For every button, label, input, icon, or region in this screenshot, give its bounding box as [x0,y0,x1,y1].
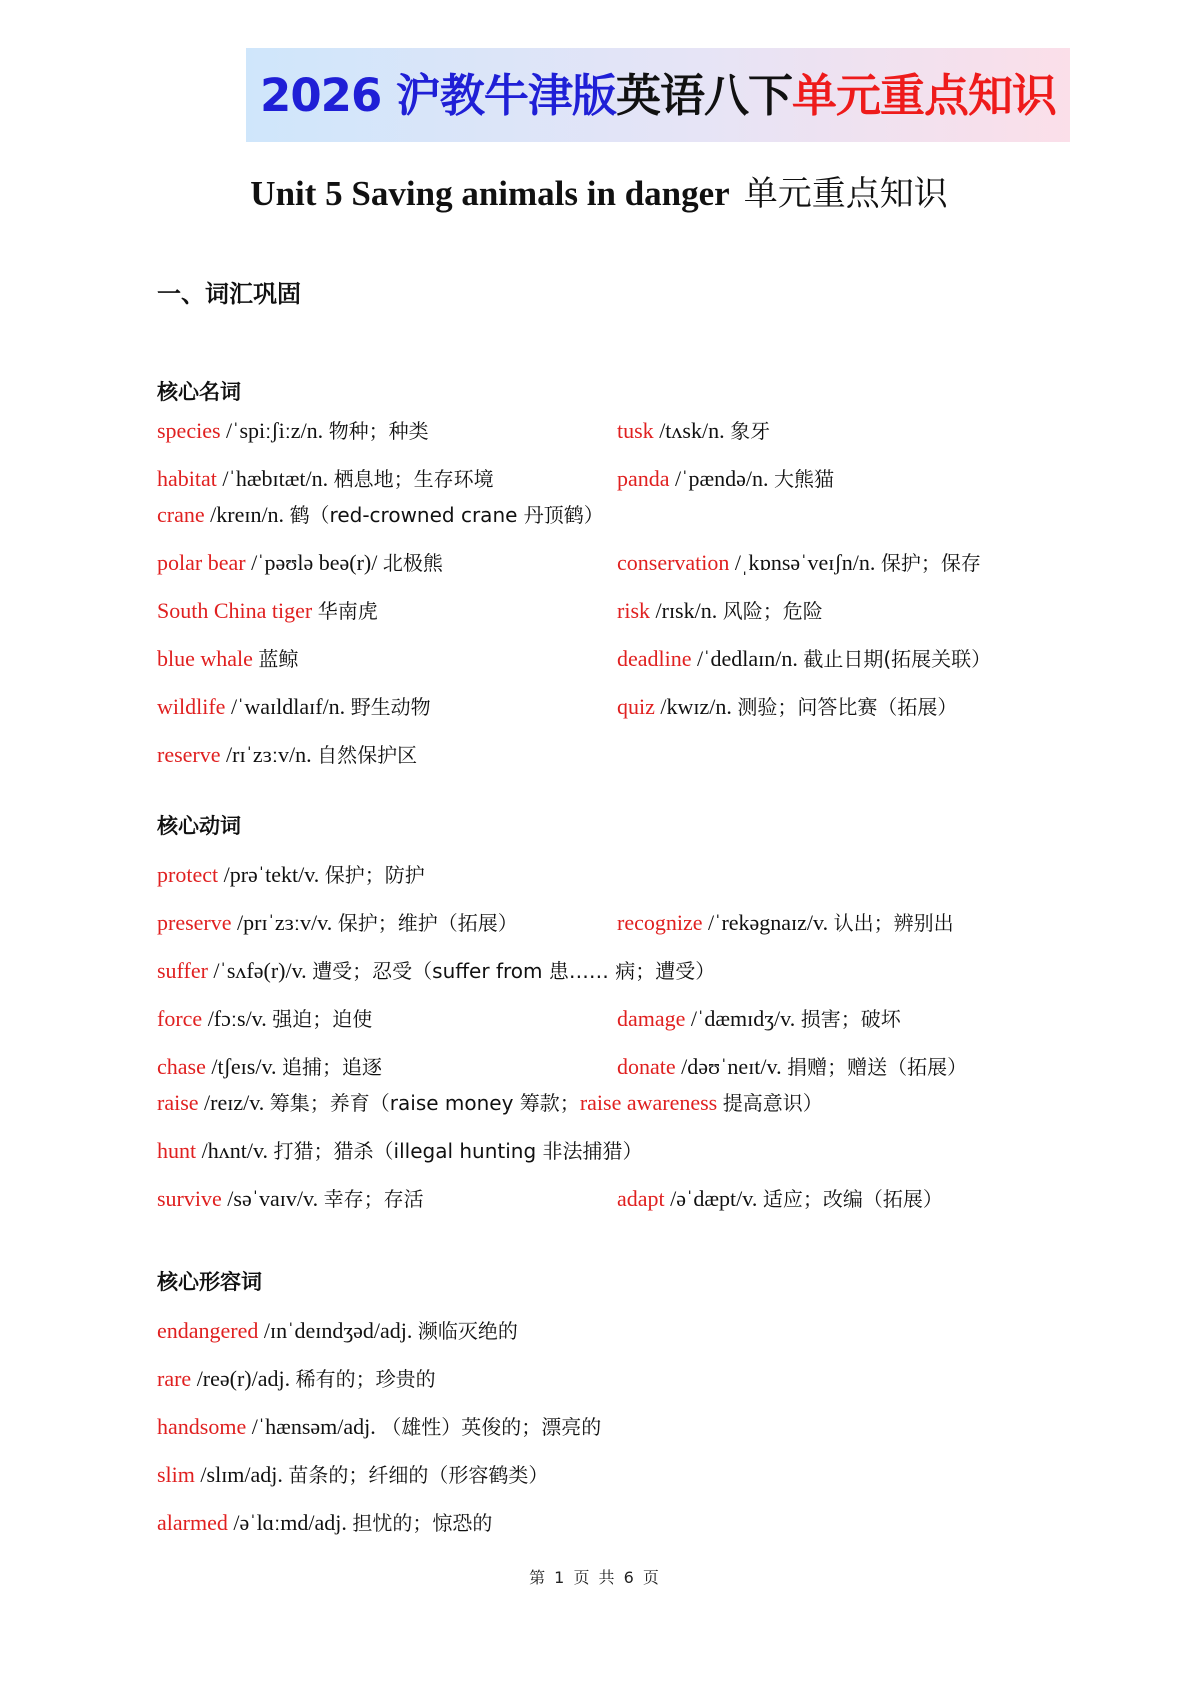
vocab-row [157,643,1057,675]
vocab-entry-left: polar bear /ˈpəʊlə beə(r)/ 北极熊 [157,550,443,575]
vocab-meaning: 华南虎 [317,599,378,623]
vocab-meaning: 遭受；忍受（suffer from 患…… 病；遭受） [312,959,716,983]
vocab-entry-left: slim /slɪm/adj. 苗条的；纤细的（形容鹤类） [157,1462,549,1487]
vocab-meaning: 认出；辨别出 [833,911,954,935]
vocab-word: chase [157,1054,206,1079]
vocab-word: adapt [617,1186,665,1211]
vocab-word: wildlife [157,694,226,719]
vocab-word: South China tiger [157,598,313,623]
banner-edition: 2026 沪教牛津版 [260,68,616,122]
verbs-heading: 核心动词 [157,814,241,838]
page-title-en: Unit 5 Saving animals in danger [250,174,730,213]
vocab-word: tusk [617,418,654,443]
vocab-entry-left: habitat /ˈhæbɪtæt/n. 栖息地；生存环境 [157,466,494,491]
vocab-entry-right: panda /ˈpændə/n. 大熊猫 [617,466,835,491]
vocab-meaning: 野生动物 [350,695,431,719]
vocab-word: preserve [157,910,232,935]
vocab-row [157,1507,1057,1539]
vocab-entry-left: survive /səˈvaɪv/v. 幸存；存活 [157,1186,424,1211]
page-footer: 第 1 页 共 6 页 [529,1568,661,1587]
vocab-word: conservation [617,550,730,575]
vocab-meaning: 稀有的；珍贵的 [295,1367,436,1391]
vocab-word: suffer [157,958,208,983]
vocab-row [157,547,1057,579]
vocab-word: polar bear [157,550,246,575]
page-title [0,170,1190,218]
banner-topic: 单元重点知识 [791,68,1056,122]
vocab-meaning: 适应；改编（拓展） [762,1187,943,1211]
vocab-word: donate [617,1054,676,1079]
adjectives-heading: 核心形容词 [157,1270,262,1294]
vocab-row [157,1051,1057,1083]
vocab-entry-left: force /fɔːs/v. 强迫；迫使 [157,1006,373,1031]
vocab-word: alarmed [157,1510,228,1535]
vocab-word: risk [617,598,650,623]
vocab-meaning: 保护；防护 [324,863,425,887]
vocab-meaning: 截止日期(拓展关联） [803,647,992,671]
vocab-meaning: 追捕；追逐 [282,1055,383,1079]
vocab-entry-left: suffer /ˈsʌfə(r)/v. 遭受；忍受（suffer from 患…… 病；遭受） [157,958,716,983]
vocab-entry-right: recognize /ˈrekəgnaɪz/v. 认出；辨别出 [617,910,954,935]
vocab-word: slim [157,1462,195,1487]
vocab-meaning: 栖息地；生存环境 [333,467,494,491]
vocab-meaning: 保护；保存 [880,551,981,575]
vocab-entry-right: damage /ˈdæmɪdʒ/v. 损害；破坏 [617,1006,901,1031]
vocab-meaning: 提高意识） [722,1091,823,1115]
header-banner [246,48,1070,142]
vocab-meaning: 物种；种类 [328,419,429,443]
vocab-row [157,859,1057,891]
vocab-meaning: 筹集；养育（raise money 筹款； [269,1091,580,1115]
vocab-meaning: 测验；问答比赛（拓展） [737,695,958,719]
vocab-meaning: 自然保护区 [317,743,418,767]
vocab-meaning: 打猎；猎杀（illegal hunting 非法捕猎） [273,1139,643,1163]
vocab-meaning: 大熊猫 [774,467,835,491]
nouns-heading: 核心名词 [157,380,241,404]
vocab-entry-left: chase /tʃeɪs/v. 追捕；追逐 [157,1054,383,1079]
vocab-meaning: 强迫；迫使 [272,1007,373,1031]
vocab-word: raise awareness [579,1090,718,1115]
vocab-entry-left: handsome /ˈhænsəm/adj. （雄性）英俊的；漂亮的 [157,1414,602,1439]
vocab-meaning: 北极熊 [382,551,443,575]
vocab-entry-right: tusk /tʌsk/n. 象牙 [617,418,771,443]
vocab-entry-right: risk /rɪsk/n. 风险；危险 [617,598,823,623]
vocab-entry-left: endangered /ɪnˈdeɪndʒəd/adj. 濒临灭绝的 [157,1318,518,1343]
vocab-entry-left: reserve /rɪˈzɜːv/n. 自然保护区 [157,742,418,767]
vocab-entry-left: alarmed /əˈlɑːmd/adj. 担忧的；惊恐的 [157,1510,493,1535]
vocab-entry-left [157,598,378,623]
vocab-word: blue whale [157,646,253,671]
vocab-meaning: 风险；危险 [722,599,823,623]
vocab-row [157,1135,1057,1167]
vocab-row [157,1459,1057,1491]
vocab-row [157,1411,1057,1443]
vocab-word: damage [617,1006,686,1031]
vocab-entry-left: protect /prəˈtekt/v. 保护；防护 [157,862,425,887]
vocab-meaning: 损害；破坏 [800,1007,901,1031]
vocab-entry-left: crane /kreɪn/n. 鹤（red-crowned crane 丹顶鹤） [157,502,604,527]
vocab-entry-left: preserve /prɪˈzɜːv/v. 保护；维护（拓展） [157,910,518,935]
vocab-word: crane [157,502,205,527]
vocab-word: habitat [157,466,217,491]
vocab-meaning: 蓝鲸 [258,647,299,671]
vocab-row [157,499,1057,531]
vocab-word: survive [157,1186,222,1211]
vocab-entry-right: deadline /ˈdedlaɪn/n. 截止日期(拓展关联） [617,646,992,671]
vocab-word: endangered [157,1318,259,1343]
vocab-word: quiz [617,694,655,719]
vocab-meaning: 幸存；存活 [323,1187,424,1211]
vocab-word: recognize [617,910,703,935]
vocab-word: reserve [157,742,221,767]
vocab-meaning: 鹤（red-crowned crane 丹顶鹤） [289,503,604,527]
vocab-word: species [157,418,221,443]
vocab-row [157,1183,1057,1215]
vocab-row [157,415,1057,447]
vocab-row [157,955,1057,987]
vocab-meaning: （雄性）英俊的；漂亮的 [381,1415,602,1439]
vocab-word: protect [157,862,219,887]
vocab-row [157,739,1057,771]
vocab-word: rare [157,1366,192,1391]
section-heading: 一、词汇巩固 [157,280,301,308]
vocab-row [157,1003,1057,1035]
vocab-meaning: 濒临灭绝的 [417,1319,518,1343]
vocab-entry-right: adapt /əˈdæpt/v. 适应；改编（拓展） [617,1186,943,1211]
vocab-row [157,907,1057,939]
vocab-row [157,463,1057,495]
vocab-meaning: 保护；维护（拓展） [337,911,518,935]
vocab-meaning: 担忧的；惊恐的 [352,1511,493,1535]
vocab-row: raise /reɪz/v. 筹集；养育（raise money 筹款；raise awareness 提高意识） [157,1090,823,1115]
vocab-meaning: 捐赠；赠送（拓展） [787,1055,968,1079]
vocab-entry-left: hunt /hʌnt/v. 打猎；猎杀（illegal hunting 非法捕猎） [157,1138,643,1163]
vocab-row [157,595,1057,627]
vocab-row [157,691,1057,723]
vocab-row [157,1363,1057,1395]
vocab-entry-right: conservation /ˌkɒnsəˈveɪʃn/n. 保护；保存 [617,550,981,575]
vocab-word: handsome [157,1414,247,1439]
vocab-entry-right: donate /dəʊˈneɪt/v. 捐赠；赠送（拓展） [617,1054,968,1079]
vocab-entry-left: rare /reə(r)/adj. 稀有的；珍贵的 [157,1366,436,1391]
vocab-word: hunt [157,1138,197,1163]
vocab-word: raise [157,1090,199,1115]
vocab-word: panda [617,466,670,491]
banner-grade: 英语八下 [615,68,792,122]
vocab-entry-right: quiz /kwɪz/n. 测验；问答比赛（拓展） [617,694,958,719]
vocab-word: force [157,1006,203,1031]
vocab-meaning: 苗条的；纤细的（形容鹤类） [288,1463,549,1487]
page-title-zh: 单元重点知识 [743,174,948,214]
vocab-entry-left: species /ˈspiːʃiːz/n. 物种；种类 [157,418,429,443]
vocab-row [157,1315,1057,1347]
vocab-entry-left: wildlife /ˈwaɪldlaɪf/n. 野生动物 [157,694,431,719]
vocab-entry-left [157,646,298,671]
vocab-word: deadline [617,646,692,671]
vocab-meaning: 象牙 [730,419,771,443]
